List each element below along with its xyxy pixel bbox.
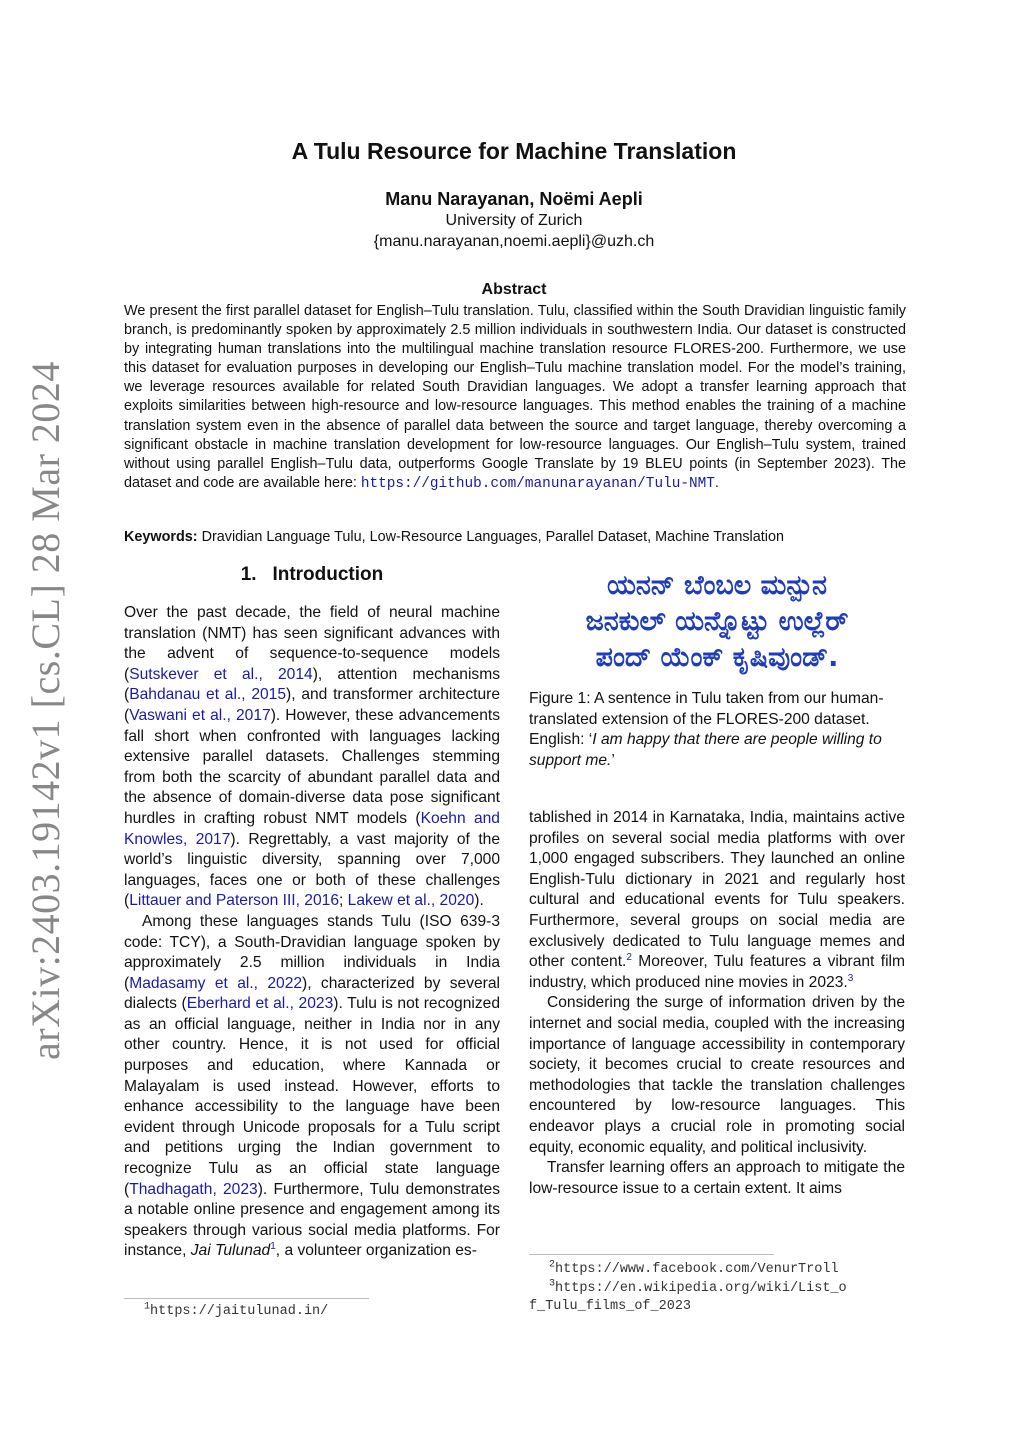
figure-caption — [529, 689, 905, 771]
abstract-end: . — [714, 474, 719, 491]
citation-link[interactable]: Koehn and Knowles, 2017 — [124, 809, 500, 848]
text-run: ’ — [611, 751, 615, 769]
tulu-line: ಯನನ್ ಬೆಂಬಲ ಮನ್ಪುನ — [606, 570, 828, 601]
intro-paragraph-1 — [124, 603, 500, 912]
footnote-marker[interactable]: 3 — [847, 972, 854, 984]
organization-name: Jai Tulunad — [190, 1242, 271, 1260]
tulu-line: ಪಂದ್ ಯೆಂಕ್ ಕೃಷಿವುಂಡ್. — [595, 642, 839, 673]
footnote-1 — [144, 1303, 328, 1321]
abstract-text: We present the first parallel dataset for English–Tulu translation. Tulu, classified within the South Dravidian linguistic family branch, is predominantly spoken by approximately 2.5 million individuals in southwestern India. Our dataset is constructed by integrating human translations into the multilingual machine translation resource FLORES-200. Furthermore, we use this dataset for evaluation purposes in developing our English–Tulu machine translation model. For the model’s training, we leverage resources available for related South Dravidian languages. We adopt a transfer learning approach that exploits similarities between high-resource and low-resource languages. This method enables the training of a machine translation system even in the absence of parallel data between the source and target language, thereby overcoming a significant obstacle in machine translation development for low-resource languages. Our English–Tulu system, trained without using parallel English–Tulu data, outperforms Google Translate by 19 BLEU points (in September 2023). The dataset and code are available here: — [124, 303, 906, 491]
intro-paragraph-2 — [124, 912, 500, 1262]
section-number: 1. — [240, 564, 257, 585]
text-run: Over the past decade, the field of neural machine translation (NMT) has seen significant advances with the advent of sequence-to-sequence models ( — [124, 604, 500, 683]
citation-link[interactable]: Littauer and Paterson III, 2016 — [129, 892, 339, 910]
citation-link[interactable]: Madasamy et al., 2022 — [129, 974, 303, 992]
footnote-divider — [529, 1254, 774, 1255]
tulu-sentence-figure — [529, 568, 905, 676]
intro-paragraph-5: Transfer learning offers an approach to mitigate the low-resource issue to a certain extent. It aims — [529, 1159, 905, 1197]
text-run: ; — [339, 892, 348, 910]
text-run: ). — [474, 892, 484, 910]
footnote-marker[interactable]: 2 — [626, 951, 632, 963]
right-column — [529, 808, 905, 1199]
footnote-url[interactable]: https://jaitulunad.in/ — [150, 1304, 329, 1319]
arxiv-identifier: arXiv:2403.19142v1 [cs.CL] 28 Mar 2024 — [23, 361, 68, 1060]
text-run: ). However, these advancements fall short when confronted with languages lacking extensive parallel datasets. Challenges stemming from both the scarcity of abundant parallel data and the absence of domain-diverse data pose significant hurdles in crafting robust NMT models ( — [124, 706, 501, 827]
footnote-divider — [124, 1298, 369, 1299]
text-run: ). Regrettably, a vast majority of the world’s linguistic diversity, spanning over 7,000 languages, faces one or both of these challenges ( — [124, 830, 500, 910]
author-email: {manu.narayanan,noemi.aepli}@uzh.ch — [373, 233, 655, 250]
text-run: , a volunteer organization es- — [275, 1242, 477, 1260]
footnote-number: 3 — [549, 1278, 556, 1290]
footnote-marker[interactable]: 1 — [270, 1241, 276, 1253]
citation-link[interactable]: Bahdanau et al., 2015 — [129, 686, 287, 704]
text-run: ). Furthermore, Tulu demonstrates a notable online presence and engagement among its speakers through various social media platforms. For instance, — [124, 1180, 501, 1260]
text-run: Figure 1: A sentence in Tulu taken from our human-translated extension of the FLORES-200 dataset. English: ‘ — [529, 690, 884, 749]
paper-title: A Tulu Resource for Machine Translation — [291, 138, 737, 164]
text-run: ), attention mechanisms ( — [124, 665, 500, 704]
citation-link[interactable]: Thadhagath, 2023 — [129, 1180, 258, 1198]
intro-paragraph-4: Considering the surge of information driven by the internet and social media, coupled with the increasing importance of language accessibility in contemporary society, it becomes crucial to create resources and methodologies that tackle the translation challenges encountered by low-resource languages. This endeavor plays a crucial role in promoting social equity, economic equality, and political inclusivity. — [529, 994, 905, 1156]
text-run: Among these languages stands Tulu (ISO 639-3 code: TCY), a South-Dravidian language spoken by approximately 2.5 million individuals in India ( — [124, 912, 500, 992]
footnote-url[interactable]: f_Tulu_films_of_2023 — [529, 1299, 692, 1314]
intro-paragraph-3 — [529, 808, 905, 993]
footnote-url[interactable]: https://www.facebook.com/VenurTroll — [555, 1262, 839, 1277]
citation-link[interactable]: Lakew et al., 2020 — [347, 892, 475, 910]
keywords-text: Dravidian Language Tulu, Low-Resource Languages, Parallel Dataset, Machine Translation — [201, 529, 784, 545]
keywords-label: Keywords: — [124, 529, 198, 545]
citation-link[interactable]: Eberhard et al., 2023 — [186, 995, 334, 1013]
text-run: ), characterized by several dialects ( — [124, 974, 500, 1013]
footnote-number: 1 — [144, 1301, 151, 1313]
abstract-body — [124, 302, 906, 494]
caption-translation: I am happy that there are people willing to support me. — [529, 731, 882, 769]
section-heading — [124, 564, 500, 586]
footnote-number: 2 — [549, 1259, 556, 1271]
text-run: Moreover, Tulu features a vibrant film industry, which produced nine movies in 2023. — [529, 953, 905, 991]
keywords — [124, 529, 906, 545]
left-column — [124, 603, 500, 1262]
footnote-url[interactable]: https://en.wikipedia.org/wiki/List_o — [555, 1281, 847, 1296]
text-run: ), and transformer architecture ( — [124, 686, 501, 724]
authors: Manu Narayanan, Noëmi Aepli — [385, 189, 643, 209]
tulu-line: ಜನಕುಲ್ ಯನ್ನೊಟ್ಟು ಉಲ್ಲೆರ್ — [585, 606, 849, 637]
footnote-2 — [549, 1261, 839, 1279]
citation-link[interactable]: Sutskever et al., 2014 — [129, 665, 313, 683]
footnote-3 — [529, 1280, 909, 1316]
section-title: Introduction — [272, 564, 384, 585]
affiliation: University of Zurich — [445, 212, 583, 229]
code-repo-link[interactable]: https://github.com/manunarayanan/Tulu-NMT — [360, 475, 715, 492]
citation-link[interactable]: Vaswani et al., 2017 — [129, 706, 271, 724]
abstract-heading: Abstract — [481, 281, 547, 298]
text-run: tablished in 2014 in Karnataka, India, maintains active profiles on several social media platforms with over 1,000 engaged subscribers. They launched an online English-Tulu dictionary in 2021 and regularly host cultural and educational events for Tulu speakers. Furthermore, several groups on social media are exclusively dedicated to Tulu language memes and other content. — [529, 809, 905, 971]
text-run: ). Tulu is not recognized as an official language, neither in India nor in any other country. Hence, it is not used for official purposes and education, where Kannada or Malayalam is used instead. However, efforts to enhance accessibility to the language have been evident through Unicode proposals for a Tulu script and petitions urging the Indian government to recognize Tulu as an official state language ( — [124, 995, 500, 1198]
